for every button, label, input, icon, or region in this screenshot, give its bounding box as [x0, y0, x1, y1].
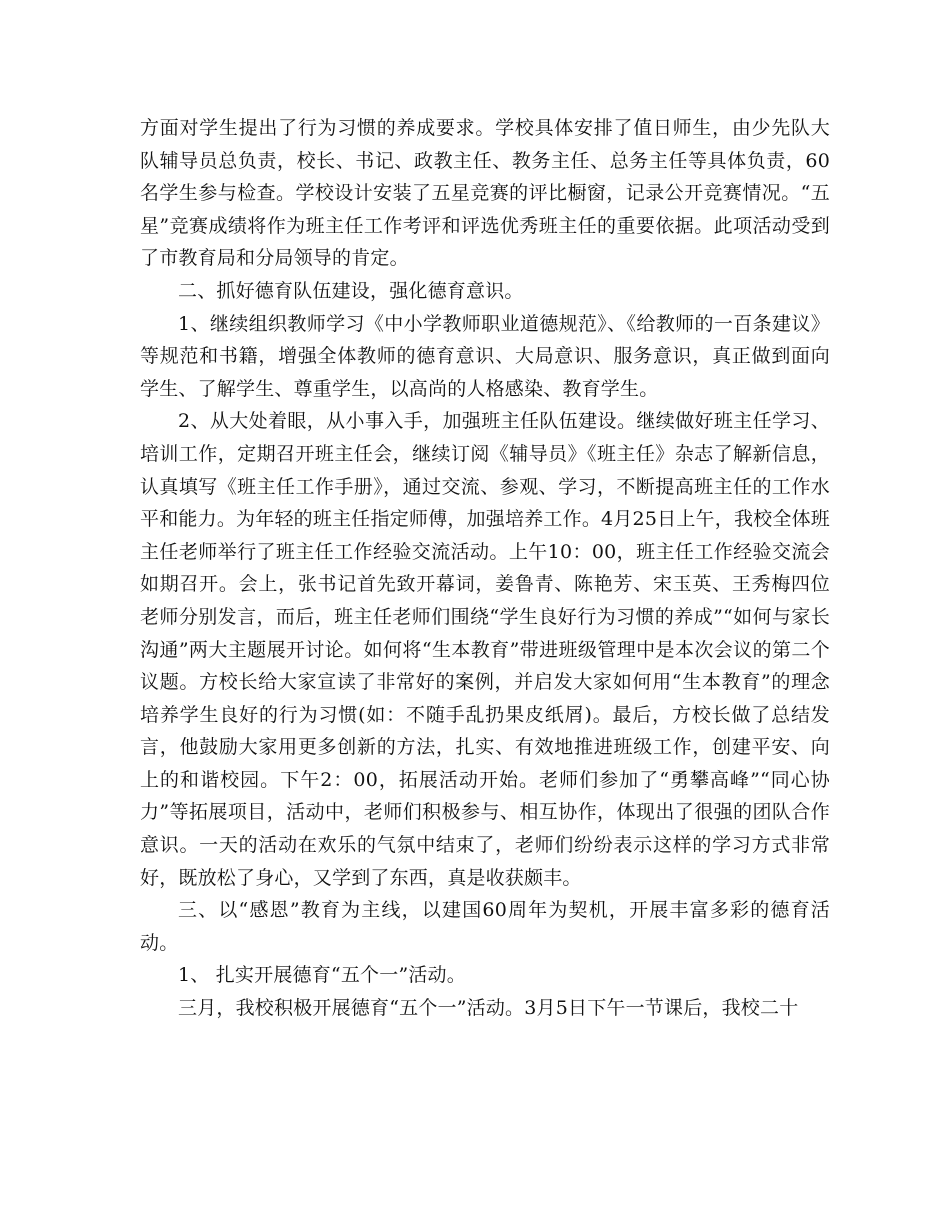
paragraph-intro-continuation: 方面对学生提出了行为习惯的养成要求。学校具体安排了值日师生，由少先队大队辅导员总负责，校长、书记、政教主任、教务主任、总务主任等具体负责，60名学生参与检查。学校设计安装了五星竞赛的评比橱窗，记录公开竞赛情况。“五星”竞赛成绩将作为班主任工作考评和评选优秀班主任的重要依据。此项活动受到了市教育局和分局领导的肯定。: [140, 117, 830, 270]
document-body: [140, 112, 830, 1025]
section-heading-2: 二、抓好德育队伍建设，强化德育意识。: [178, 279, 524, 302]
subsection-heading-3-1: 1、 扎实开展德育“五个一”活动。: [178, 964, 466, 987]
section-heading-3: 三、以“感恩”教育为主线，以建国60周年为契机，开展丰富多彩的德育活动。: [140, 899, 830, 954]
paragraph-item-2: 2、从大处着眼，从小事入手，加强班主任队伍建设。继续做好班主任学习、培训工作，定期召开班主任会，继续订阅《辅导员》《班主任》杂志了解新信息，认真填写《班主任工作手册》，通过交流、参观、学习，不断提高班主任的工作水平和能力。为年轻的班主任指定师傅，加强培养工作。4月25日上午，我校全体班主任老师举行了班主任工作经验交流活动。上午10：00，班主任工作经验交流会如期召开。会上，张书记首先致开幕词，姜鲁青、陈艳芳、宋玉英、王秀梅四位老师分别发言，而后，班主任老师们围绕“学生良好行为习惯的养成”“如何与家长沟通”两大主题展开讨论。如何将“生本教育”带进班级管理中是本次会议的第二个议题。方校长给大家宣读了非常好的案例，并启发大家如何用“生本教育”的理念培养学生良好的行为习惯(如：不随手乱扔果皮纸屑)。最后，方校长做了总结发言，他鼓励大家用更多创新的方法，扎实、有效地推进班级工作，创建平安、向上的和谐校园。下午2：00，拓展活动开始。老师们参加了“勇攀高峰”“同心协力”等拓展项目，活动中，老师们积极参与、相互协作，体现出了很强的团队合作意识。一天的活动在欢乐的气氛中结束了，老师们纷纷表示这样的学习方式非常好，既放松了身心，又学到了东西，真是收获颇丰。: [140, 410, 830, 889]
paragraph-item-1: 1、继续组织教师学习《中小学教师职业道德规范》、《给教师的一百条建议》等规范和书籍，增强全体教师的德育意识、大局意识、服务意识，真正做到面向学生、了解学生、尊重学生，以高尚的人格感染、教育学生。: [140, 312, 830, 400]
paragraph-march-activity: 三月，我校积极开展德育“五个一”活动。3月5日下午一节课后，我校二十: [178, 997, 799, 1020]
